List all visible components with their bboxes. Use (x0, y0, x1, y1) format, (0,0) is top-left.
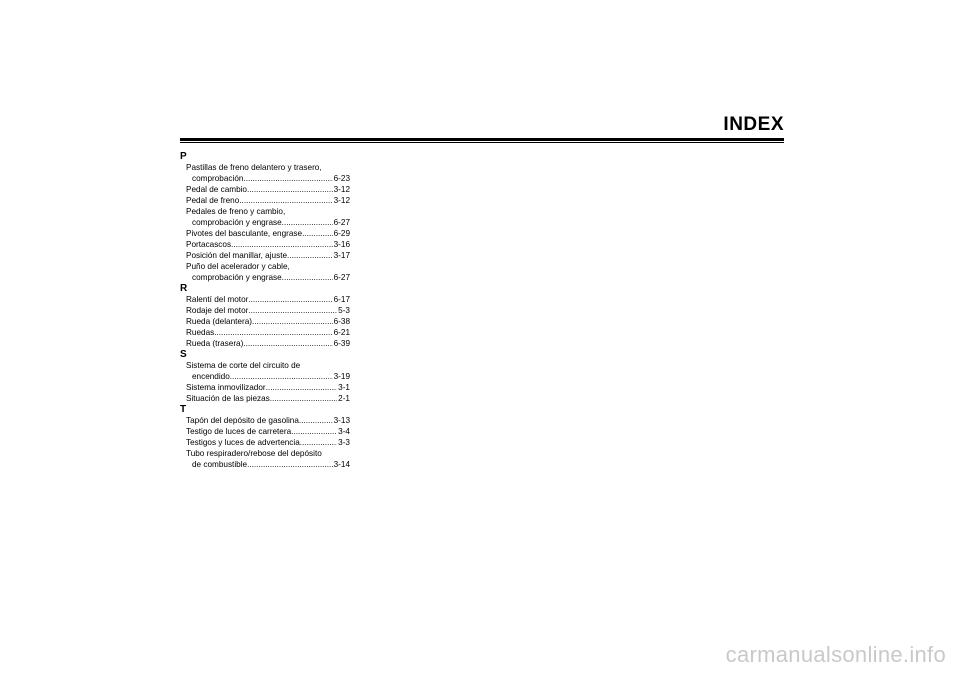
index-entry (180, 228, 350, 239)
index-entry-label: comprobación y engrase (192, 218, 282, 227)
index-page-number: 3-16 (333, 240, 350, 249)
index-entry (180, 415, 350, 426)
dot-leader (287, 250, 333, 261)
index-entry-label: Pedal de freno (186, 196, 240, 205)
index-page-number: 3-13 (333, 416, 350, 425)
index-page-number: 3-1 (338, 383, 350, 392)
index-entry-label: Situación de las piezas (186, 394, 270, 403)
index-page-number: 3-14 (333, 460, 350, 469)
dot-leader (302, 228, 333, 239)
index-entry (180, 239, 350, 250)
index-entry-label: Ralentí del motor (186, 295, 249, 304)
dot-leader (239, 195, 332, 206)
dot-leader (291, 426, 337, 437)
index-entry (180, 371, 350, 382)
index-entry-line: Pastillas de freno delantero y trasero, (186, 163, 322, 172)
index-page-number: 3-4 (338, 427, 350, 436)
index-entry (180, 316, 350, 327)
index-entry-label: de combustible (192, 460, 248, 469)
dot-leader (248, 294, 332, 305)
index-entry-label: comprobación y engrase (192, 273, 282, 282)
dot-leader (231, 239, 333, 250)
index-entry (180, 426, 350, 437)
index-entry (180, 437, 350, 448)
dot-leader (230, 371, 333, 382)
dot-leader (299, 415, 333, 426)
index-entry (180, 173, 350, 184)
dot-leader (282, 217, 333, 228)
index-entry (180, 338, 350, 349)
index-entry-label: Pivotes del basculante, engrase (186, 229, 303, 238)
index-entry (180, 217, 350, 228)
index-entry (180, 184, 350, 195)
index-entry-line: Sistema de corte del circuito de (186, 361, 301, 370)
dot-leader (247, 459, 333, 470)
index-page-number: 6-38 (333, 317, 350, 326)
index-letter-heading: P (180, 151, 187, 162)
index-entry-label: encendido (192, 372, 230, 381)
index-entry-label: Rueda (trasera) (186, 339, 244, 348)
index-entry (180, 272, 350, 283)
index-entry-label: Pedal de cambio (186, 185, 247, 194)
index-page-number: 3-17 (333, 251, 350, 260)
index-entry-label: Tapón del depósito de gasolina (186, 416, 299, 425)
index-page-number: 6-27 (333, 273, 350, 282)
index-entry (180, 459, 350, 470)
index-entry (180, 382, 350, 393)
index-entry-label: comprobación (192, 174, 244, 183)
index-entry-line: Tubo respiradero/rebose del depósito (186, 449, 322, 458)
index-page-number: 3-12 (333, 196, 350, 205)
index-page-number: 2-1 (338, 394, 350, 403)
index-entry-line: Pedales de freno y cambio, (186, 207, 286, 216)
watermark: carmanualsonline.info (725, 642, 946, 667)
dot-leader (282, 272, 333, 283)
index-entry (180, 250, 350, 261)
index-page-number: 3-19 (333, 372, 350, 381)
index-letter-heading: T (180, 404, 187, 415)
index-entry-label: Portacascos (186, 240, 232, 249)
dot-leader (214, 327, 332, 338)
index-entry-line: Puño del acelerador y cable, (186, 262, 290, 271)
page-title: INDEX (723, 114, 784, 135)
index-entry-label: Rueda (delantera) (186, 317, 252, 326)
index-column (180, 151, 350, 470)
index-letter-heading: S (180, 349, 187, 360)
index-page-number: 6-17 (333, 295, 350, 304)
index-letter-heading: R (180, 283, 188, 294)
dot-leader (243, 173, 332, 184)
index-page-number: 6-23 (333, 174, 350, 183)
index-entry-label: Testigos y luces de advertencia (186, 438, 300, 447)
dot-leader (270, 393, 337, 404)
index-entry (180, 305, 350, 316)
dot-leader (247, 184, 333, 195)
dot-leader (248, 305, 337, 316)
dot-leader (300, 437, 337, 448)
index-page-number: 6-39 (333, 339, 350, 348)
index-page-number: 3-12 (333, 185, 350, 194)
index-entry-label: Rodaje del motor (186, 306, 249, 315)
dot-leader (243, 338, 332, 349)
index-entry-label: Ruedas (186, 328, 215, 337)
index-entry-label: Testigo de luces de carretera (186, 427, 292, 436)
index-page-number: 6-29 (333, 229, 350, 238)
index-entry-label: Posición del manillar, ajuste (186, 251, 288, 260)
index-page-number: 6-21 (333, 328, 350, 337)
index-page-number: 6-27 (333, 218, 350, 227)
header-rule-thick (180, 138, 784, 141)
index-entry-label: Sistema inmovilizador (186, 383, 266, 392)
index-page-number: 3-3 (338, 438, 350, 447)
index-entry (180, 327, 350, 338)
index-entry (180, 294, 350, 305)
dot-leader (266, 382, 338, 393)
index-entry (180, 195, 350, 206)
index-page-number: 5-3 (338, 306, 350, 315)
index-entry (180, 393, 350, 404)
dot-leader (252, 316, 333, 327)
header-rule-thin (180, 142, 784, 143)
